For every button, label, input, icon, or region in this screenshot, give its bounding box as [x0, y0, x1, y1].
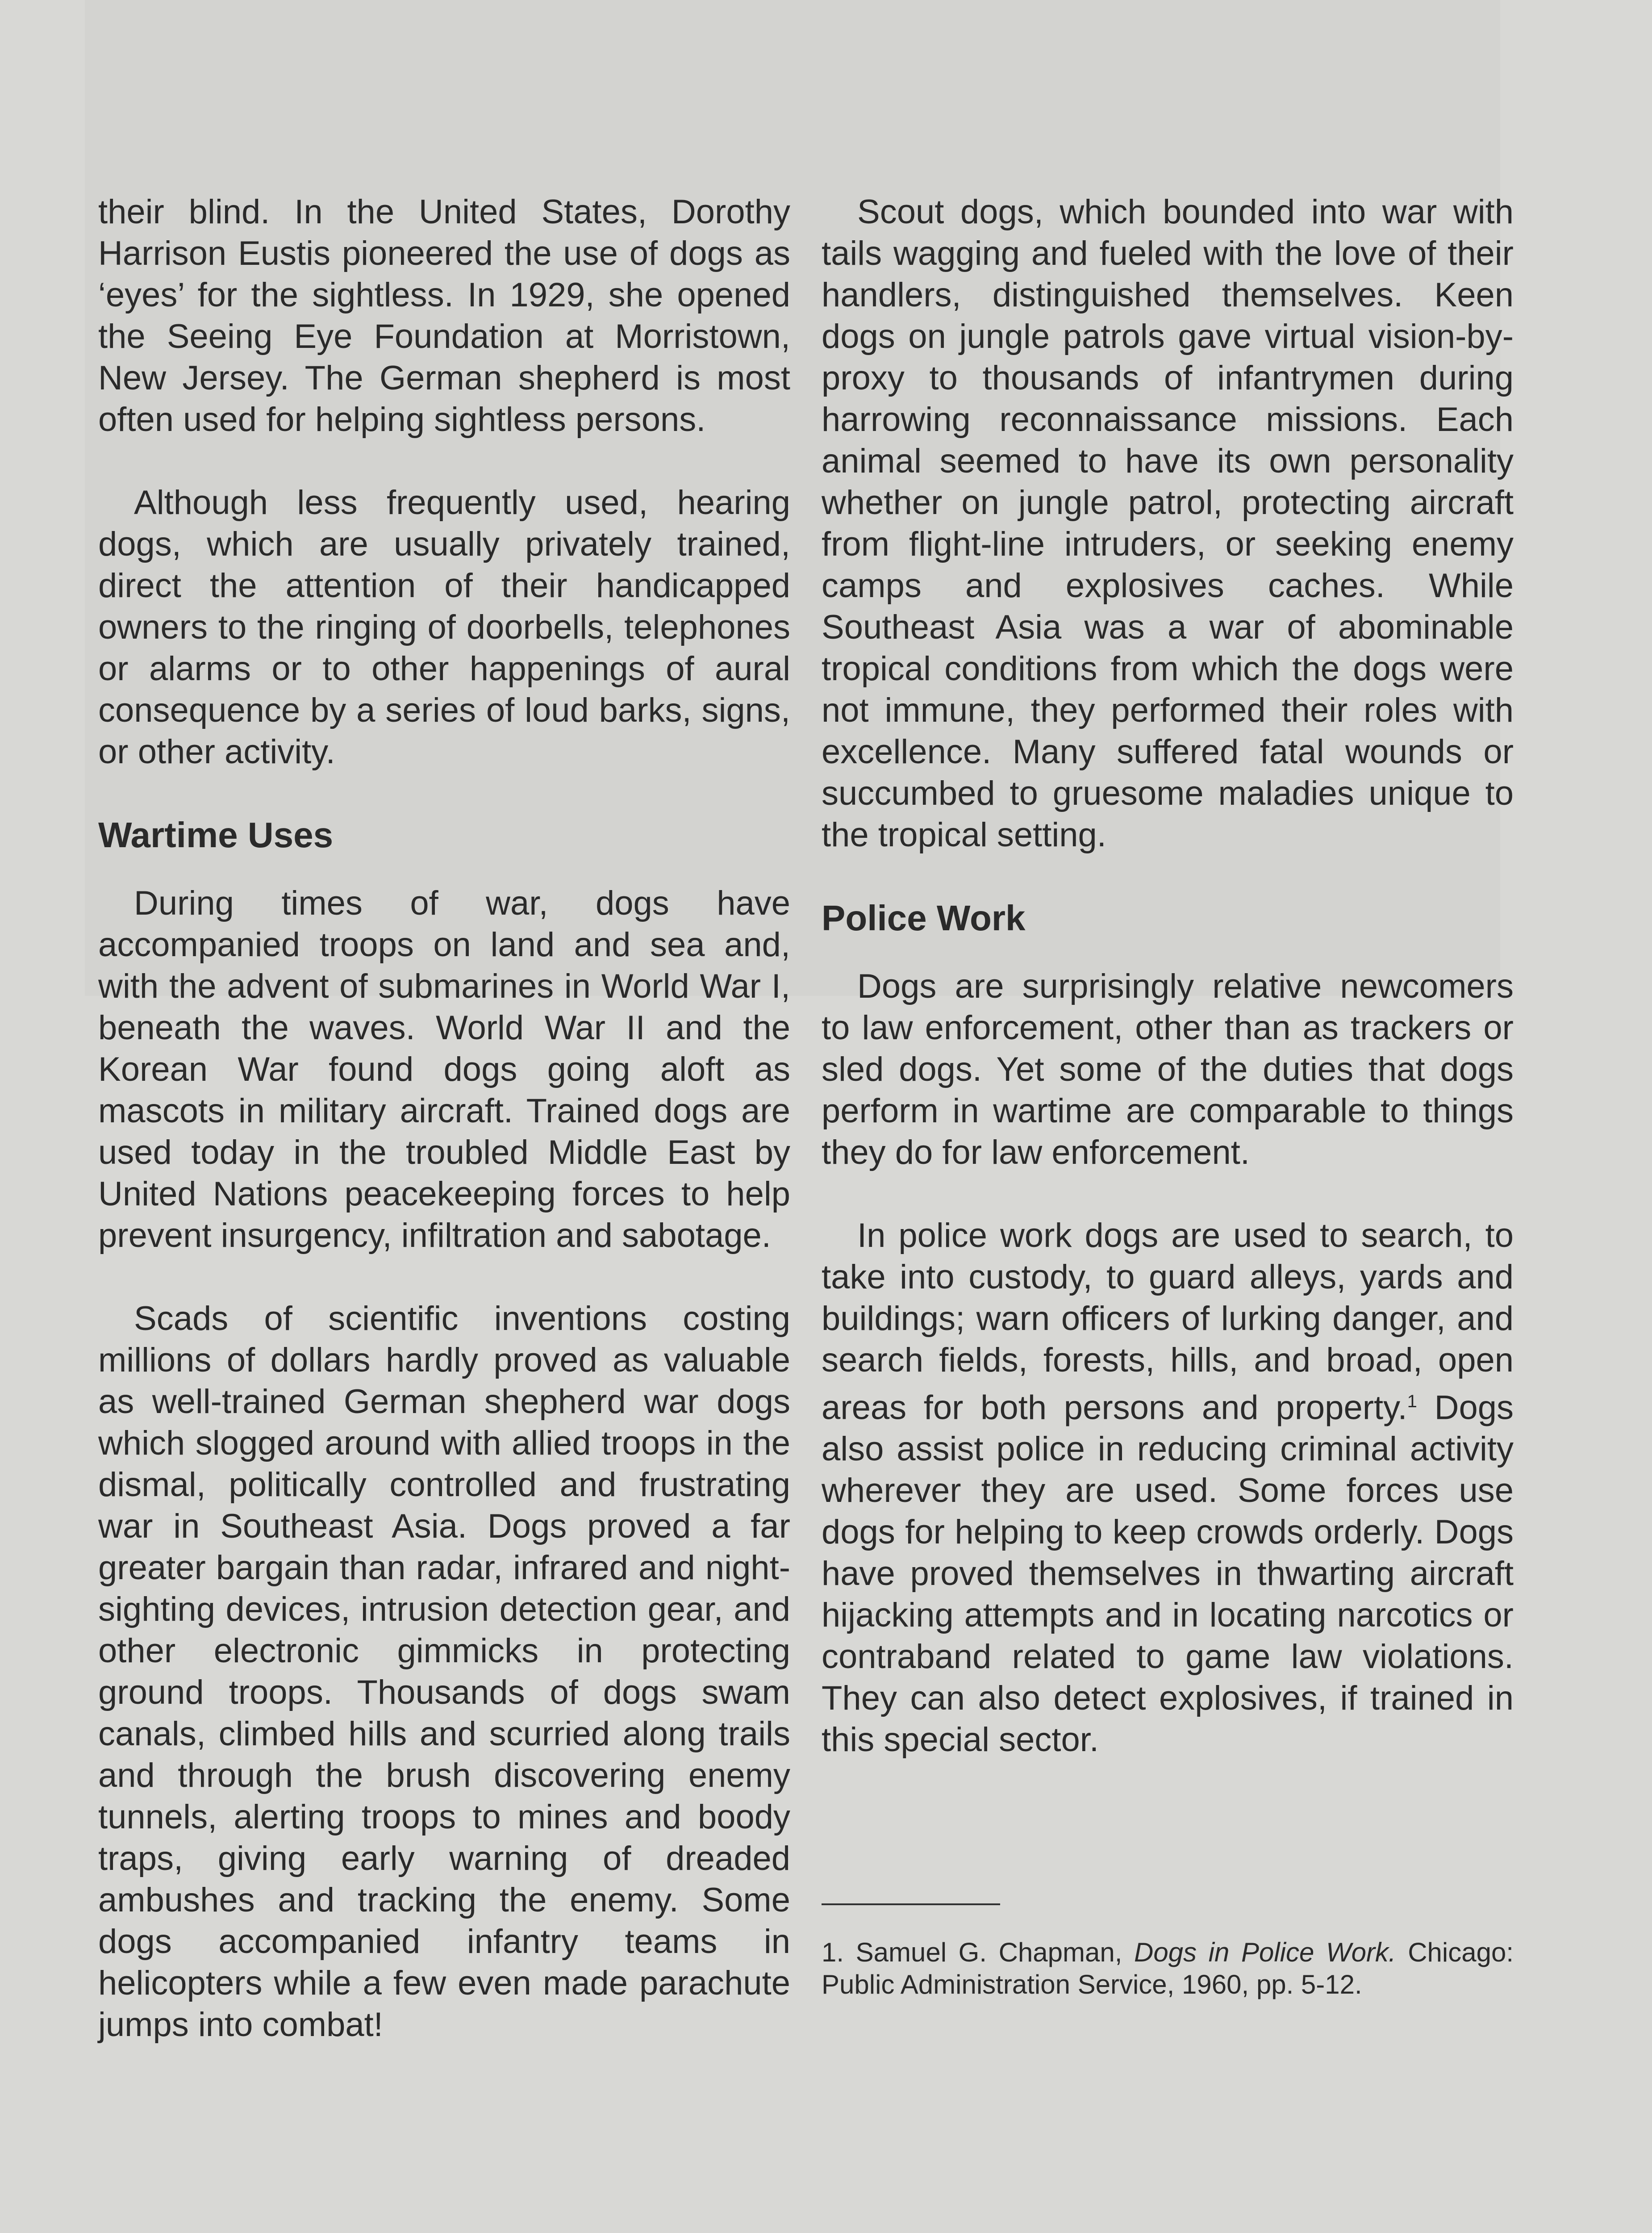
footnote-publication: Chicago: Public Administration Service, 1960, pp. 5-12. — [822, 1937, 1514, 2000]
footnote — [822, 1936, 1514, 2001]
paragraph-police-work — [822, 1215, 1514, 1760]
footnote-reference: 1 — [1407, 1392, 1417, 1411]
footnote-title: Dogs in Police Work. — [1134, 1937, 1396, 1968]
footnote-author: Samuel G. Chapman, — [855, 1937, 1122, 1968]
paragraph-police-work-continued: Dogs also assist police in reducing criminal activity wherever they are used. Some forces use dogs for helping to keep crowds orderly. Dogs have proved themselves in thwarting aircraft hijacking attempts and in locating narcotics or contraband related to game law violations. They can also detect explosives, if trained in this special sector. — [822, 1388, 1514, 1759]
heading-police-work: Police Work — [822, 898, 1026, 938]
left-column — [98, 191, 790, 2087]
paragraph-police-work-text: In police work dogs are used to search, to take into custody, to guard alleys, yards and buildings; warn officers of lurking danger, and search fields, forests, hills, and broad, open areas for both persons and property. — [822, 1217, 1514, 1427]
paragraph-blind-dogs: their blind. In the United States, Dorothy Harrison Eustis pioneered the use of dogs as ‘eyes’ for the sightless. In 1929, she opened the Seeing Eye Foundation at Morristown, New Jersey. The German shepherd is most often used for helping sightless persons. — [98, 193, 790, 439]
paragraph-scout-dogs: Scout dogs, which bounded into war with tails wagging and fueled with the love of their handlers, distinguished themselves. Keen dogs on jungle patrols gave virtual vision-by-proxy to thousands of infantrymen during harrowing reconnaissance missions. Each animal seemed to have its own personality whether on jungle patrol, protecting aircraft from flight-line intruders, or seeking enemy camps and explosives caches. While Southeast Asia was a war of abominable tropical conditions from which the dogs were not immune, they performed their roles with excellence. Many suffered fatal wounds or succumbed to gruesome maladies unique to the tropical setting. — [822, 193, 1514, 854]
paragraph-scientific-inventions: Scads of scientific inventions costing millions of dollars hardly proved as valuable as well-trained German shepherd war dogs which slogged around with allied troops in the dismal, politically controlled and frustrating war in Southeast Asia. Dogs proved a far greater bargain than radar, infrared and night-sighting devices, intrusion detection gear, and other electronic gimmicks in protecting ground troops. Thousands of dogs swam canals, climbed hills and scurried along trails and through the brush discovering enemy tunnels, alerting troops to mines and boody traps, giving early warning of dreaded ambushes and tracking the enemy. Some dogs accompanied infantry teams in helicopters while a few even made parachute jumps into combat! — [98, 1300, 790, 2044]
paragraph-times-of-war: During times of war, dogs have accompanied troops on land and sea and, with the advent of submarines in World War I, beneath the waves. World War II and the Korean War found dogs going aloft as mascots in military aircraft. Trained dogs are used today in the troubled Middle East by United Nations peacekeeping forces to help prevent insurgency, infiltration and sabotage. — [98, 884, 790, 1254]
heading-wartime-uses: Wartime Uses — [98, 815, 334, 855]
paragraph-hearing-dogs: Although less frequently used, hearing dogs, which are usually privately trained, direct the attention of their handicapped owners to the ringing of doorbells, telephones or alarms or to other happenings of aural consequence by a series of loud barks, signs, or other activity. — [98, 484, 790, 771]
paragraph-newcomers: Dogs are surprisingly relative newcomers to law enforcement, other than as trackers or sled dogs. Yet some of the duties that dogs perform in wartime are comparable to things they do for law enforcement. — [822, 967, 1514, 1171]
footnote-divider — [822, 1903, 1000, 1905]
right-column — [822, 191, 1514, 2001]
footnote-number: 1. — [822, 1937, 844, 1968]
